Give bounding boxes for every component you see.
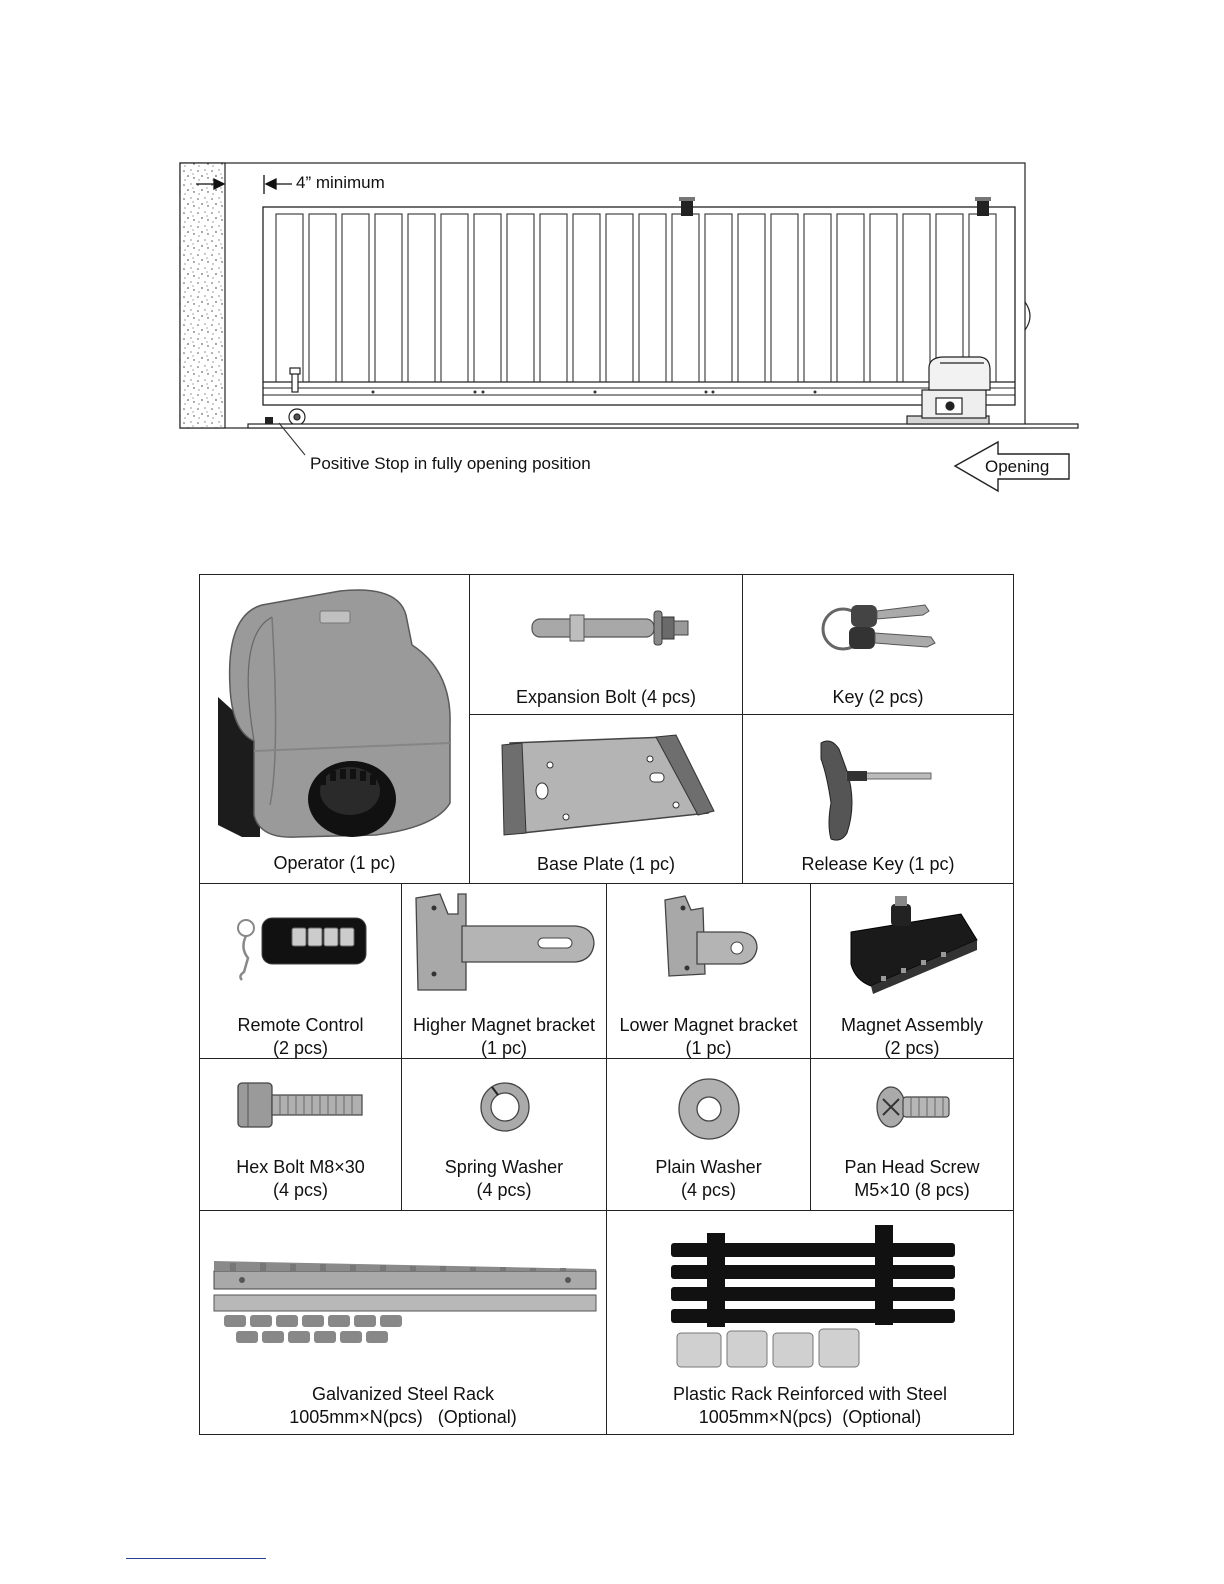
positive-stop-label: Positive Stop in fully opening position bbox=[310, 454, 591, 473]
part-spring-washer-label bbox=[402, 1156, 606, 1202]
pan-head-screw-photo bbox=[811, 1059, 1014, 1149]
part-galvanized-steel-rack-qty: 1005mm×N(pcs) (Optional) bbox=[289, 1407, 517, 1427]
part-magnet-assembly bbox=[811, 884, 1014, 1059]
part-galvanized-steel-rack-label bbox=[200, 1383, 606, 1429]
part-operator bbox=[200, 575, 470, 884]
gate-pickets bbox=[276, 214, 996, 382]
part-key-label: Key (2 pcs) bbox=[832, 687, 924, 707]
part-higher-magnet-bracket-label bbox=[402, 1014, 606, 1060]
base-plate-photo bbox=[470, 715, 743, 855]
part-pan-head-screw bbox=[811, 1059, 1014, 1211]
part-hex-bolt-label bbox=[200, 1156, 401, 1202]
lower-magnet-bracket-photo bbox=[607, 884, 811, 1004]
galvanized-steel-rack-photo bbox=[200, 1211, 607, 1361]
hex-bolt-photo bbox=[200, 1059, 402, 1149]
gate-installation-diagram bbox=[0, 0, 1224, 520]
part-lower-magnet-bracket-label bbox=[607, 1014, 810, 1060]
magnet-assembly-photo bbox=[811, 884, 1014, 1004]
opening-label: Opening bbox=[985, 457, 1050, 476]
part-remote-control-label bbox=[200, 1014, 401, 1060]
part-higher-magnet-bracket bbox=[402, 884, 607, 1059]
part-lower-magnet-bracket-name: Lower Magnet bracket bbox=[619, 1015, 798, 1035]
operator-photo bbox=[200, 575, 470, 855]
part-operator-label: Operator (1 pc) bbox=[273, 853, 396, 873]
part-plain-washer-name: Plain Washer bbox=[655, 1157, 762, 1177]
part-base-plate bbox=[470, 715, 743, 884]
part-hex-bolt-name: Hex Bolt M8×30 bbox=[236, 1157, 365, 1177]
key-photo bbox=[743, 575, 1014, 675]
part-plastic-rack-name: Plastic Rack Reinforced with Steel bbox=[672, 1384, 948, 1404]
part-plastic-rack-label bbox=[607, 1383, 1013, 1429]
part-galvanized-steel-rack bbox=[200, 1211, 607, 1435]
clearance-label: 4” minimum bbox=[296, 173, 385, 192]
part-remote-control-qty: (2 pcs) bbox=[272, 1038, 328, 1058]
part-plastic-rack-qty: 1005mm×N(pcs) (Optional) bbox=[698, 1407, 922, 1427]
release-key-photo bbox=[743, 715, 1014, 855]
parts-list-table bbox=[199, 574, 1014, 1435]
remote-control-photo bbox=[200, 884, 402, 1004]
part-plain-washer-label bbox=[607, 1156, 810, 1202]
part-magnet-assembly-name: Magnet Assembly bbox=[840, 1015, 984, 1035]
ground-track bbox=[248, 424, 1078, 428]
operator-motor bbox=[907, 357, 990, 424]
part-expansion-bolt bbox=[470, 575, 743, 715]
part-pan-head-screw-label bbox=[811, 1156, 1013, 1202]
part-hex-bolt-qty: (4 pcs) bbox=[272, 1180, 328, 1200]
part-galvanized-steel-rack-name: Galvanized Steel Rack bbox=[311, 1384, 495, 1404]
part-remote-control-name: Remote Control bbox=[237, 1015, 364, 1035]
part-release-key bbox=[743, 715, 1014, 884]
plain-washer-photo bbox=[607, 1059, 811, 1149]
part-lower-magnet-bracket-qty: (1 pc) bbox=[685, 1038, 732, 1058]
part-lower-magnet-bracket bbox=[607, 884, 811, 1059]
expansion-bolt-photo bbox=[470, 575, 743, 675]
part-release-key-label: Release Key (1 pc) bbox=[801, 854, 955, 874]
part-pan-head-screw-qty: M5×10 (8 pcs) bbox=[854, 1180, 970, 1200]
part-base-plate-label: Base Plate (1 pc) bbox=[536, 854, 676, 874]
part-plastic-rack bbox=[607, 1211, 1014, 1435]
part-expansion-bolt-label: Expansion Bolt (4 pcs) bbox=[515, 687, 697, 707]
part-spring-washer-name: Spring Washer bbox=[444, 1157, 564, 1177]
plastic-rack-photo bbox=[607, 1211, 1014, 1371]
part-pan-head-screw-name: Pan Head Screw bbox=[844, 1157, 980, 1177]
wall-post bbox=[180, 163, 225, 428]
part-plain-washer-qty: (4 pcs) bbox=[680, 1180, 736, 1200]
part-magnet-assembly-label bbox=[811, 1014, 1013, 1060]
spring-washer-photo bbox=[402, 1059, 607, 1149]
footnote-separator bbox=[126, 1558, 266, 1559]
part-higher-magnet-bracket-qty: (1 pc) bbox=[480, 1038, 527, 1058]
part-plain-washer bbox=[607, 1059, 811, 1211]
part-hex-bolt bbox=[200, 1059, 402, 1211]
part-spring-washer bbox=[402, 1059, 607, 1211]
part-magnet-assembly-qty: (2 pcs) bbox=[884, 1038, 940, 1058]
part-spring-washer-qty: (4 pcs) bbox=[476, 1180, 532, 1200]
higher-magnet-bracket-photo bbox=[402, 884, 607, 1004]
part-remote-control bbox=[200, 884, 402, 1059]
part-key bbox=[743, 575, 1014, 715]
part-higher-magnet-bracket-name: Higher Magnet bracket bbox=[412, 1015, 596, 1035]
